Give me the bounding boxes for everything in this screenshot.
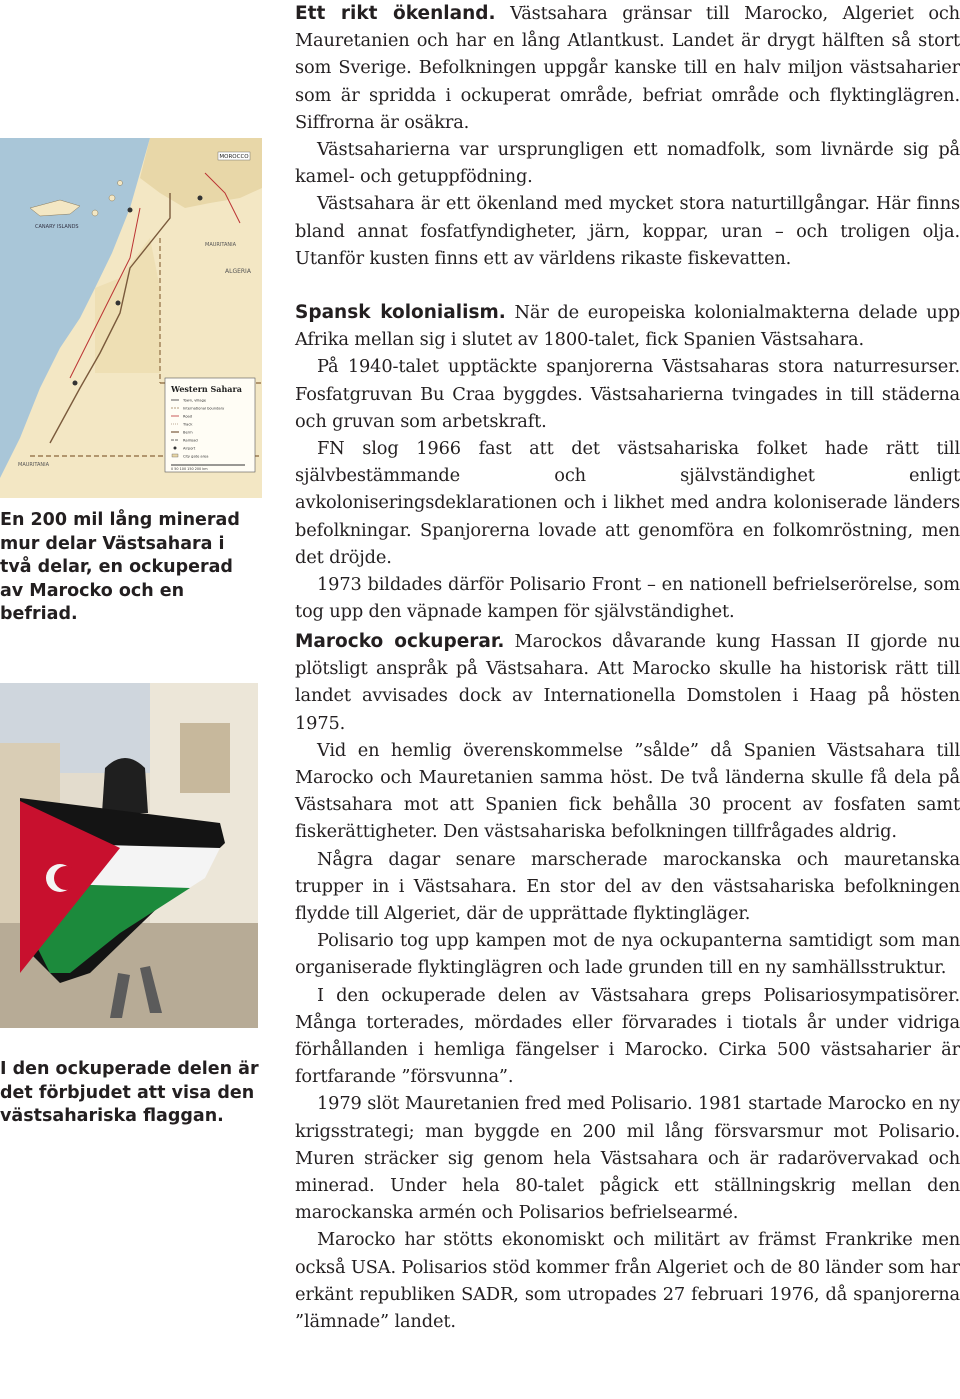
legend-item: Road bbox=[183, 414, 193, 419]
photo-caption: I den ockuperade delen är det förbjudet att visa den västsahariska flaggan. bbox=[0, 1059, 259, 1126]
section-marocko-ockuperar bbox=[295, 628, 960, 1335]
paragraph: Ett rikt ökenland. Västsahara gränsar till Marocko, Algeriet och Mauretanien och har en lång Atlantkust. Landet är drygt hälften så stort som Sverige. Befolkningen uppgår kanske till en halv miljon västsaharier som är spridda i ockuperat område, befriat område och flyktinglägren. Siffrorna är osäkra. bbox=[295, 3, 960, 133]
map-label-morocco: MOROCCO bbox=[219, 154, 249, 160]
sidebar bbox=[0, 0, 262, 1399]
legend-item: City gate area bbox=[183, 454, 209, 459]
legend-item: Railroad bbox=[183, 438, 198, 443]
map-label-mauritania-south: MAURITANIA bbox=[18, 462, 50, 468]
section-rikt-okenland bbox=[295, 0, 960, 272]
paragraph: 1979 slöt Mauretanien fred med Polisario. 1981 startade Marocko en ny krigsstrategi; man byggde en 200 mil lång försvarsmur mot Polisario. Muren sträcker sig genom hela Västsahara och är radarövervakad och minerad. Under hela 80-talet pågick ett ställningskrig mellan den marockanska armén och Polisarios befrielsearmé. bbox=[295, 1093, 960, 1224]
paragraph: Några dagar senare marscherade marockanska och mauretanska trupper in i Västsahara. En stor del av den västsahariska befolkningen flydde till Algeriet, där de upprättade flyktingläger. bbox=[295, 848, 960, 925]
paragraph: På 1940-talet upptäckte spanjorerna Västsaharas stora naturresurser. Fosfatgruvan Bu Craa byggdes. Västsaharierna tvingades in till städerna och gruvan som arbetskraft. bbox=[295, 356, 960, 432]
map-illustration bbox=[0, 138, 262, 498]
paragraph: Spansk kolonialism. När de europeiska kolonialmakterna delade upp Afrika mellan sig i slutet av 1800-talet, fick Spanien Västsahara. bbox=[295, 302, 960, 351]
section-spansk-kolonialism bbox=[295, 299, 960, 625]
section-heading: Marocko ockuperar. bbox=[295, 631, 505, 652]
paragraph: Västsahara är ett ökenland med mycket stora naturtillgångar. Här finns bland annat fosfatfyndigheter, järn, koppar, uran – och troligen olja. Utanför kusten finns ett av världens rikaste fiskevatten. bbox=[295, 193, 960, 269]
map-caption: En 200 mil lång minerad mur delar Västsahara i två delar, en ockuperad av Marocko och en befriad. bbox=[0, 510, 240, 624]
flag-photo-illustration bbox=[0, 683, 258, 1028]
legend-item: Berm bbox=[183, 430, 193, 435]
legend-item: Track bbox=[183, 422, 193, 427]
western-sahara-map bbox=[0, 138, 262, 498]
section-heading: Spansk kolonialism. bbox=[295, 302, 506, 323]
legend-item: Airport bbox=[183, 446, 196, 451]
paragraph: Marocko har stötts ekonomiskt och militärt av främst Frankrike men också USA. Polisarios stöd kommer från Algeriet och de 80 länder som har erkänt republiken SADR, som utropades 27 februari 1976, då spanjorerna ”lämnade” landet. bbox=[295, 1229, 960, 1333]
map-label-mauritania-north: MAURITANIA bbox=[205, 242, 237, 248]
map-title: Western Sahara bbox=[171, 384, 242, 394]
paragraph: 1973 bildades därför Polisario Front – en nationell befrielserörelse, som tog upp den väpnade kampen för självständighet. bbox=[295, 574, 960, 623]
map-legend bbox=[165, 378, 255, 472]
map-label-algeria: ALGERIA bbox=[225, 268, 251, 275]
paragraph: FN slog 1966 fast att det västsahariska folket hade rätt till självbestämmande och självständighet enligt avkoloniseringsdeklarationen och i likhet med andra koloniserade länders befolkningar. Spanjorerna lovade att genomföra en folkomröstning, men det dröjde. bbox=[295, 438, 960, 568]
map-scale: 0 50 100 150 200 km bbox=[171, 467, 208, 471]
paragraph: Vid en hemlig överenskommelse ”sålde” då Spanien Västsahara till Marocko och Mauretanien samma höst. De två länderna skulle få dela på Västsahara mot att Spanien fick behålla 30 procent av fosfaten samt fiskerättigheter. Den västsahariska befolkningen tillfrågades aldrig. bbox=[295, 739, 960, 843]
paragraph: I den ockuperade delen av Västsahara greps Polisariosympatisörer. Många torterades, mördades eller förvarades i tiotals år under vidriga förhållanden i hemliga fängelser i Marocko. Cirka 500 västsaharier är fortfarande ”försvunna”. bbox=[295, 984, 960, 1088]
map-label-canary: CANARY ISLANDS bbox=[35, 224, 79, 230]
legend-item: Town, village bbox=[183, 398, 207, 403]
paragraph: Marocko ockuperar. Marockos dåvarande kung Hassan II gjorde nu plötsligt anspråk på Västsahara. Att Marocko skulle ha historisk rätt till landet avvisades dock av Internationella Domstolen i Haag på hösten 1975. bbox=[295, 631, 960, 734]
section-heading: Ett rikt ökenland. bbox=[295, 3, 496, 24]
paragraph: Västsaharierna var ursprungligen ett nomadfolk, som livnärde sig på kamel- och getuppfödning. bbox=[295, 139, 960, 188]
legend-item: International boundary bbox=[183, 406, 225, 411]
flag-photo bbox=[0, 683, 258, 1028]
paragraph: Polisario tog upp kampen mot de nya ockupanterna samtidigt som man organiserade flyktinglägren och lade grunden till en ny samhällsstruktur. bbox=[295, 930, 960, 979]
